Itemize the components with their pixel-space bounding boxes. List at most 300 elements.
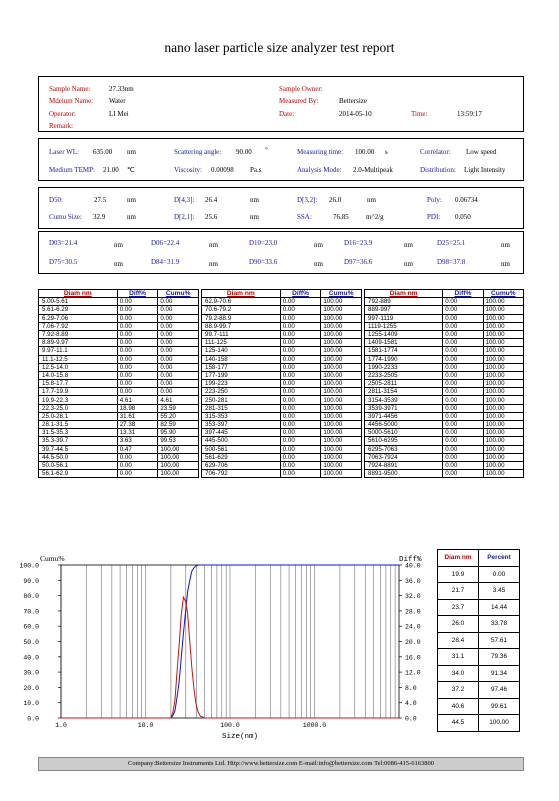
y-right-tick-label: 24.0 bbox=[405, 623, 421, 631]
medium-temp-value: 21.00 bbox=[103, 166, 119, 174]
table-cell: 100.00 bbox=[321, 412, 362, 420]
table-cell: 1990-2233 bbox=[365, 363, 443, 371]
correlator-value: Low speed bbox=[466, 148, 497, 156]
table-row bbox=[365, 461, 524, 469]
viscosity-label: Viscosity: bbox=[174, 166, 202, 174]
y-left-tick-label: 10.0 bbox=[23, 700, 39, 708]
date-label: Date: bbox=[279, 110, 295, 118]
table-row bbox=[365, 429, 524, 437]
table-cell: 100.00 bbox=[483, 470, 523, 478]
table-cell: 0.00 bbox=[443, 388, 483, 396]
table-cell: 0.00 bbox=[280, 412, 321, 420]
y-right-tick-label: 16.0 bbox=[405, 654, 421, 662]
percent-cell: 33.78 bbox=[479, 616, 520, 633]
table-cell: 28.1-31.5 bbox=[39, 421, 118, 429]
table-row bbox=[202, 453, 362, 461]
table-row bbox=[39, 470, 199, 478]
table-cell: 0.00 bbox=[158, 371, 199, 379]
column-header: Diam nm bbox=[365, 290, 443, 298]
table-cell: 0.00 bbox=[158, 347, 199, 355]
table-cell: 5.61-6.29 bbox=[39, 306, 118, 314]
table-cell: 0.00 bbox=[280, 298, 321, 306]
scattering-angle-value: 90.00 bbox=[236, 148, 252, 156]
column-header: Diff% bbox=[443, 290, 483, 298]
table-row bbox=[39, 396, 199, 404]
table-cell: 100.00 bbox=[321, 396, 362, 404]
table-cell: 223-250 bbox=[202, 388, 281, 396]
distribution-value: Light Intensity bbox=[464, 166, 506, 174]
percent-cell: 91.34 bbox=[479, 665, 520, 682]
table-cell: 100.00 bbox=[321, 388, 362, 396]
table-cell: 0.00 bbox=[280, 347, 321, 355]
poly-label: Poly: bbox=[427, 196, 442, 204]
y-right-tick-label: 32.0 bbox=[405, 593, 421, 601]
percentile-d98: D98=37.8 bbox=[437, 258, 466, 266]
table-cell: 0.00 bbox=[280, 314, 321, 322]
table-row bbox=[365, 445, 524, 453]
table-row bbox=[202, 355, 362, 363]
percent-row bbox=[438, 649, 520, 666]
table-row bbox=[202, 339, 362, 347]
percent-row bbox=[438, 665, 520, 682]
table-cell: 100.00 bbox=[483, 445, 523, 453]
report-title: nano laser particle size analyzer test report bbox=[164, 40, 395, 55]
table-row bbox=[365, 380, 524, 388]
table-cell: 31.5-35.3 bbox=[39, 429, 118, 437]
table-cell: 7.06-7.92 bbox=[39, 322, 118, 330]
y-left-tick-label: 50.0 bbox=[23, 639, 39, 646]
y-left-axis-label: Cumu% bbox=[40, 554, 65, 563]
sample-name-label: Sample Name: bbox=[49, 85, 91, 93]
measured-by-value: Bettersize bbox=[339, 97, 367, 105]
measuring-time-unit: s bbox=[385, 148, 388, 156]
table-cell: 889-997 bbox=[365, 306, 443, 314]
table-cell: 100.00 bbox=[483, 404, 523, 412]
table-row bbox=[202, 404, 362, 412]
table-cell: 0.00 bbox=[117, 347, 158, 355]
table-cell: 39.7-44.5 bbox=[39, 445, 118, 453]
table-cell: 792-889 bbox=[365, 298, 443, 306]
table-cell: 7924-8891 bbox=[365, 461, 443, 469]
table-row bbox=[39, 298, 199, 306]
table-cell: 500-561 bbox=[202, 445, 281, 453]
percent-row bbox=[438, 566, 520, 583]
table-cell: 0.00 bbox=[158, 298, 199, 306]
x-tick-label: 10.0 bbox=[137, 722, 154, 729]
pdi-value: 0.050 bbox=[455, 213, 471, 221]
table-cell: 0.00 bbox=[117, 363, 158, 371]
table-cell: 100.00 bbox=[321, 470, 362, 478]
table-cell: 70.6-79.2 bbox=[202, 306, 281, 314]
table-cell: 100.00 bbox=[321, 421, 362, 429]
table-cell: 997-1119 bbox=[365, 314, 443, 322]
table-cell: 0.00 bbox=[280, 421, 321, 429]
table-row bbox=[202, 322, 362, 330]
table-cell: 0.00 bbox=[443, 314, 483, 322]
table-cell: 0.00 bbox=[443, 322, 483, 330]
table-cell: 0.00 bbox=[280, 380, 321, 388]
table-cell: 100.00 bbox=[483, 371, 523, 379]
table-row bbox=[202, 396, 362, 404]
table-cell: 1119-1255 bbox=[365, 322, 443, 330]
d32-value: 26.0 bbox=[329, 196, 342, 204]
table-cell: 1409-1581 bbox=[365, 339, 443, 347]
table-row bbox=[365, 314, 524, 322]
table-cell: 0.00 bbox=[280, 371, 321, 379]
table-cell: 0.00 bbox=[280, 445, 321, 453]
percentile-d25: D25=25.1 bbox=[437, 239, 466, 247]
time-label: Time: bbox=[411, 110, 428, 118]
table-row bbox=[39, 314, 199, 322]
table-row bbox=[39, 453, 199, 461]
table-cell: 0.00 bbox=[158, 314, 199, 322]
percent-cell: 23.7 bbox=[438, 599, 479, 616]
table-cell: 158-177 bbox=[202, 363, 281, 371]
table-cell: 2811-3154 bbox=[365, 388, 443, 396]
percent-row bbox=[438, 599, 520, 616]
measuring-time-value: 100.00 bbox=[355, 148, 375, 156]
table-cell: 0.00 bbox=[280, 322, 321, 330]
table-row bbox=[202, 314, 362, 322]
d21-value: 25.6 bbox=[205, 213, 218, 221]
table-cell: 35.3-39.7 bbox=[39, 437, 118, 445]
percent-cell: 100.00 bbox=[479, 715, 520, 732]
table-cell: 14.0-15.8 bbox=[39, 371, 118, 379]
percentile-unit: nm bbox=[501, 260, 510, 268]
table-cell: 100.00 bbox=[483, 453, 523, 461]
table-cell: 100.00 bbox=[321, 371, 362, 379]
percentile-d90: D90=33.6 bbox=[249, 258, 278, 266]
d43-value: 26.4 bbox=[205, 196, 218, 204]
table-row bbox=[365, 363, 524, 371]
table-cell: 8.89-9.97 bbox=[39, 339, 118, 347]
table-cell: 140-158 bbox=[202, 355, 281, 363]
correlator-label: Correlator: bbox=[420, 148, 451, 156]
percentile-d84: D84=31.9 bbox=[151, 258, 180, 266]
analysis-mode-value: 2.0-Multipeak bbox=[353, 166, 393, 174]
table-cell: 6295-7063 bbox=[365, 445, 443, 453]
table-row bbox=[365, 355, 524, 363]
table-cell: 0.00 bbox=[443, 339, 483, 347]
cumu-size-unit: nm bbox=[127, 213, 136, 221]
y-left-tick-label: 20.0 bbox=[23, 684, 39, 692]
table-row bbox=[202, 380, 362, 388]
percent-cell: 37.2 bbox=[438, 682, 479, 699]
table-cell: 250-281 bbox=[202, 396, 281, 404]
table-cell: 3539-3971 bbox=[365, 404, 443, 412]
percent-cell: 19.9 bbox=[438, 566, 479, 583]
distribution-chart bbox=[0, 546, 440, 751]
y-left-tick-label: 30.0 bbox=[23, 669, 39, 677]
table-cell: 2233-2505 bbox=[365, 371, 443, 379]
time-value: 13:59:17 bbox=[457, 110, 482, 118]
table-cell: 100.00 bbox=[483, 322, 523, 330]
table-cell: 0.00 bbox=[117, 314, 158, 322]
y-right-tick-label: 8.0 bbox=[405, 684, 417, 692]
table-cell: 629-706 bbox=[202, 461, 281, 469]
y-right-tick-label: 4.0 bbox=[405, 700, 417, 708]
y-left-tick-label: 0.0 bbox=[27, 715, 39, 723]
table-cell: 0.00 bbox=[443, 396, 483, 404]
table-cell: 0.00 bbox=[117, 339, 158, 347]
table-row bbox=[39, 330, 199, 338]
table-row bbox=[202, 298, 362, 306]
percent-cell: 99.61 bbox=[479, 698, 520, 715]
table-cell: 0.00 bbox=[443, 371, 483, 379]
table-cell: 5000-5610 bbox=[365, 429, 443, 437]
percent-row bbox=[438, 632, 520, 649]
date-value: 2014-05-10 bbox=[339, 110, 372, 118]
table-cell: 0.00 bbox=[158, 322, 199, 330]
percent-cell: 26.0 bbox=[438, 616, 479, 633]
table-row bbox=[202, 461, 362, 469]
percent-header: Diam nm bbox=[438, 550, 479, 567]
percent-cell: 28.4 bbox=[438, 632, 479, 649]
table-cell: 100.00 bbox=[483, 347, 523, 355]
x-tick-label: 1.0 bbox=[55, 722, 67, 729]
percent-cell: 14.44 bbox=[479, 599, 520, 616]
d32-unit: nm bbox=[367, 196, 376, 204]
sample-info-box bbox=[38, 76, 524, 132]
table-cell: 0.00 bbox=[117, 371, 158, 379]
table-cell: 0.00 bbox=[117, 298, 158, 306]
medium-temp-label: Medium TEMP: bbox=[49, 166, 95, 174]
y-left-tick-label: 100.0 bbox=[19, 562, 39, 570]
table-row bbox=[202, 429, 362, 437]
table-cell: 0.00 bbox=[280, 437, 321, 445]
table-cell: 0.00 bbox=[443, 429, 483, 437]
analysis-mode-label: Analysis Mode: bbox=[297, 166, 342, 174]
table-cell: 0.00 bbox=[117, 470, 158, 478]
table-cell: 50.0-56.1 bbox=[39, 461, 118, 469]
table-cell: 15.8-17.7 bbox=[39, 380, 118, 388]
column-header: Diam nm bbox=[39, 290, 118, 298]
table-row bbox=[365, 388, 524, 396]
table-row bbox=[39, 363, 199, 371]
table-cell: 0.00 bbox=[117, 330, 158, 338]
table-cell: 100.00 bbox=[321, 363, 362, 371]
table-cell: 0.00 bbox=[280, 470, 321, 478]
percent-cell: 21.7 bbox=[438, 583, 479, 600]
table-cell: 100.00 bbox=[483, 412, 523, 420]
table-cell: 0.00 bbox=[117, 306, 158, 314]
table-cell: 353-397 bbox=[202, 421, 281, 429]
percent-header: Percent bbox=[479, 550, 520, 567]
table-cell: 0.00 bbox=[443, 470, 483, 478]
table-cell: 0.00 bbox=[280, 453, 321, 461]
table-cell: 0.00 bbox=[443, 421, 483, 429]
table-cell: 706-792 bbox=[202, 470, 281, 478]
measured-by-label: Measured By: bbox=[279, 97, 319, 105]
table-cell: 100.00 bbox=[483, 330, 523, 338]
table-cell: 100.00 bbox=[321, 461, 362, 469]
ssa-unit: m^2/g bbox=[366, 213, 384, 221]
table-row bbox=[202, 371, 362, 379]
laser-wl-value: 635.00 bbox=[93, 148, 113, 156]
scattering-angle-label: Scattering angle: bbox=[174, 148, 222, 156]
table-row bbox=[202, 437, 362, 445]
table-cell: 0.00 bbox=[280, 404, 321, 412]
table-row bbox=[365, 330, 524, 338]
sample-name-value: 27.33nm bbox=[109, 85, 134, 93]
table-cell: 7.92-8.89 bbox=[39, 330, 118, 338]
table-cell: 13.31 bbox=[117, 429, 158, 437]
table-cell: 1255-1409 bbox=[365, 330, 443, 338]
percent-cell: 0.00 bbox=[479, 566, 520, 583]
percentile-unit: nm bbox=[404, 260, 413, 268]
y-right-tick-label: 36.0 bbox=[405, 577, 421, 585]
y-right-tick-label: 28.0 bbox=[405, 608, 421, 616]
table-cell: 0.00 bbox=[280, 429, 321, 437]
table-cell: 100.00 bbox=[321, 437, 362, 445]
table-cell: 0.00 bbox=[443, 453, 483, 461]
table-cell: 11.1-12.5 bbox=[39, 355, 118, 363]
table-cell: 0.00 bbox=[158, 355, 199, 363]
table-cell: 0.00 bbox=[280, 363, 321, 371]
table-cell: 100.00 bbox=[483, 380, 523, 388]
table-row bbox=[202, 363, 362, 371]
table-cell: 25.0-28.1 bbox=[39, 412, 118, 420]
y-right-axis-label: Diff% bbox=[399, 556, 422, 564]
percentile-unit: nm bbox=[314, 260, 323, 268]
table-cell: 62.9-70.6 bbox=[202, 298, 281, 306]
table-row bbox=[365, 453, 524, 461]
percent-cell: 44.5 bbox=[438, 715, 479, 732]
table-cell: 79.2-88.9 bbox=[202, 314, 281, 322]
table-cell: 0.00 bbox=[443, 306, 483, 314]
table-row bbox=[39, 306, 199, 314]
table-cell: 100.00 bbox=[483, 306, 523, 314]
table-row bbox=[39, 437, 199, 445]
table-cell: 100.00 bbox=[483, 298, 523, 306]
table-cell: 0.00 bbox=[117, 388, 158, 396]
table-cell: 27.38 bbox=[117, 421, 158, 429]
percentile-d10: D10=23.0 bbox=[249, 239, 278, 247]
ssa-value: 76.85 bbox=[333, 213, 349, 221]
table-cell: 100.00 bbox=[321, 306, 362, 314]
percent-cell: 57.61 bbox=[479, 632, 520, 649]
table-cell: 0.00 bbox=[280, 339, 321, 347]
percent-cell: 40.6 bbox=[438, 698, 479, 715]
y-right-tick-label: 40.0 bbox=[405, 562, 421, 570]
y-right-tick-label: 20.0 bbox=[405, 639, 421, 646]
results-box bbox=[38, 187, 524, 229]
medium-name-label: Mdeium Name: bbox=[49, 97, 94, 105]
table-cell: 281-315 bbox=[202, 404, 281, 412]
percent-cell: 97.46 bbox=[479, 682, 520, 699]
table-cell: 6.29-7.06 bbox=[39, 314, 118, 322]
table-cell: 0.00 bbox=[280, 461, 321, 469]
table-row bbox=[202, 330, 362, 338]
table-cell: 0.00 bbox=[443, 330, 483, 338]
remark-label: Remark: bbox=[49, 122, 74, 130]
percentile-unit: nm bbox=[314, 241, 323, 249]
table-row bbox=[365, 404, 524, 412]
table-cell: 100.00 bbox=[483, 429, 523, 437]
table-cell: 82.59 bbox=[158, 421, 199, 429]
table-cell: 100.00 bbox=[321, 380, 362, 388]
table-cell: 100.00 bbox=[321, 322, 362, 330]
table-cell: 1774-1990 bbox=[365, 355, 443, 363]
column-header: Diam nm bbox=[202, 290, 281, 298]
table-cell: 0.00 bbox=[117, 322, 158, 330]
percent-row bbox=[438, 715, 520, 732]
percent-row bbox=[438, 583, 520, 600]
table-row bbox=[39, 404, 199, 412]
percentile-d06: D06=22.4 bbox=[151, 239, 180, 247]
table-cell: 0.00 bbox=[280, 396, 321, 404]
table-cell: 100.00 bbox=[483, 437, 523, 445]
percent-table bbox=[437, 549, 520, 732]
percentile-unit: nm bbox=[404, 241, 413, 249]
y-left-tick-label: 40.0 bbox=[23, 654, 39, 662]
table-cell: 0.00 bbox=[280, 355, 321, 363]
table-cell: 315-353 bbox=[202, 412, 281, 420]
ssa-label: SSA: bbox=[297, 213, 312, 221]
distribution-table-3 bbox=[364, 289, 524, 478]
table-row bbox=[365, 396, 524, 404]
table-row bbox=[39, 429, 199, 437]
y-left-tick-label: 70.0 bbox=[23, 608, 39, 616]
table-row bbox=[39, 371, 199, 379]
x-axis-label: Size(nm) bbox=[221, 733, 259, 741]
table-cell: 100.00 bbox=[483, 396, 523, 404]
table-cell: 18.98 bbox=[117, 404, 158, 412]
table-cell: 99.53 bbox=[158, 437, 199, 445]
percentile-d75: D75=30.5 bbox=[49, 258, 78, 266]
table-row bbox=[39, 445, 199, 453]
table-row bbox=[202, 421, 362, 429]
table-cell: 17.7-19.9 bbox=[39, 388, 118, 396]
table-cell: 99.7-111 bbox=[202, 330, 281, 338]
table-cell: 100.00 bbox=[483, 421, 523, 429]
table-row bbox=[365, 470, 524, 478]
table-cell: 0.00 bbox=[443, 347, 483, 355]
table-row bbox=[365, 421, 524, 429]
operator-value: LI Mei bbox=[109, 110, 129, 118]
table-cell: 0.00 bbox=[158, 306, 199, 314]
d50-unit: nm bbox=[127, 196, 136, 204]
table-row bbox=[39, 461, 199, 469]
table-cell: 4456-5000 bbox=[365, 421, 443, 429]
y-right-tick-label: 12.0 bbox=[405, 669, 421, 677]
table-row bbox=[365, 412, 524, 420]
table-cell: 199-223 bbox=[202, 380, 281, 388]
table-cell: 23.59 bbox=[158, 404, 199, 412]
table-cell: 44.5-50.0 bbox=[39, 453, 118, 461]
table-cell: 31.61 bbox=[117, 412, 158, 420]
pdi-label: PDI: bbox=[427, 213, 441, 221]
table-cell: 0.00 bbox=[117, 380, 158, 388]
table-cell: 95.90 bbox=[158, 429, 199, 437]
column-header: Cumu% bbox=[321, 290, 362, 298]
table-cell: 125-140 bbox=[202, 347, 281, 355]
table-cell: 8891-9500 bbox=[365, 470, 443, 478]
table-cell: 100.00 bbox=[483, 314, 523, 322]
table-cell: 0.00 bbox=[158, 380, 199, 388]
distribution-table-2 bbox=[201, 289, 362, 478]
table-cell: 100.00 bbox=[321, 445, 362, 453]
poly-value: 0.06734 bbox=[455, 196, 478, 204]
table-row bbox=[39, 412, 199, 420]
table-cell: 100.00 bbox=[483, 363, 523, 371]
distribution-label: Distribution: bbox=[420, 166, 456, 174]
percent-row bbox=[438, 616, 520, 633]
table-row bbox=[365, 347, 524, 355]
y-left-tick-label: 90.0 bbox=[23, 577, 39, 585]
table-cell: 0.00 bbox=[443, 412, 483, 420]
table-cell: 5.00-5.61 bbox=[39, 298, 118, 306]
